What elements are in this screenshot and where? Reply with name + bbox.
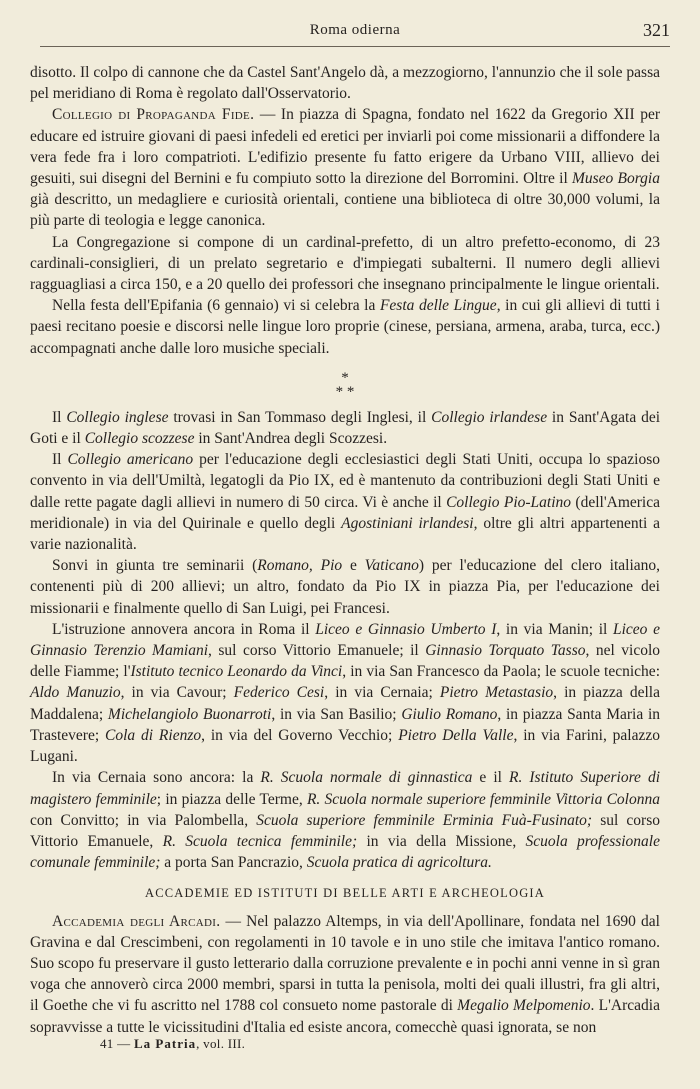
italic-term: Megalio Melpomenio [457,997,591,1015]
text-run: disotto. Il colpo di cannone che da Castel Sant'Angelo dà, a mezzogiorno, l'annunzio che il sole passa pel meridiano di Roma è regolato dall'Osservatorio. [30,64,660,103]
text-run: In via Cernaia sono ancora: la [52,769,261,787]
text-run: sul corso Vittorio Emanuele, [30,811,660,850]
italic-term: Romano, Pio [257,557,343,575]
italic-term: Scuola professionale comunale femminile; [30,832,660,872]
italic-term: Istituto tecnico Leonardo da Vinci [130,663,343,681]
italic-term: Collegio scozzese [84,430,195,448]
text-run: La Congregazione si compone di un cardinal-prefetto, di un altro prefetto-economo, di 23 cardinali-consiglieri, di un prelato segretario e d'impiegati subalterni. Il numero degli allievi ragguagliasi a circa 150, e a 20 quello dei professori che insegnano principalmente le lingue orientali. [30,233,660,294]
italic-term: Festa delle Lingue [379,297,497,315]
text-run: trovasi in San Tommaso degli Inglesi, il [168,408,432,426]
text-run: (dell'America meridionale) in via del Quirinale e quello degli [30,493,660,532]
asterism-divider [30,371,660,399]
italic-term: Aldo Manuzio [30,684,121,702]
italic-term: R. Scuola normale superiore femminile Vittoria Colonna [306,790,660,808]
text-run: , in via Cernaia; [324,684,440,702]
text-run: , in via Manin; il [496,620,613,638]
italic-term: Scuola superiore femminile Erminia Fuà-Fusinato; [256,811,593,829]
text-run: , in piazza della Maddalena; [30,684,660,723]
text-run: , in via del Governo Vecchio; [201,726,399,744]
page-number: 321 [643,20,670,40]
entry-heading: Collegio di Propaganda Fide. [52,106,255,124]
text-run: già descritto, un medagliere e curiosità orientali, contiene una biblioteca di oltre 30,000 volumi, la più parte di teologia e legge canonica. [30,191,660,230]
italic-term: Giulio Romano [401,705,498,723]
paragraph [30,232,660,296]
italic-term: Liceo e Ginnasio Terenzio Mamiani [30,620,660,660]
italic-term: Cola di Rienzo [105,726,202,744]
text-run: — Nel palazzo Altemps, in via dell'Apollinare, fondata nel 1690 dal Gravina e dal Crescimbeni, con regolamenti in 10 tavole e in uno stile che imitava l'antico romano. Suo scopo fu preservare il gusto letterario dalla corruzione prevalente e in pochi anni venne in sì gran voga che annoverò circa 2000 membri, sparsi in tutta la penisola, molti dei quali illustri, fra gli altri, il Goethe che vi fu ascritto nel 1788 col consueto nome pastorale di [30,912,660,1015]
text-run: a porta San Pancrazio, [160,854,307,872]
italic-term: Museo Borgia [571,170,660,188]
paragraph [30,911,660,1038]
paragraph [30,619,660,767]
text-run: , in via Cavour; [120,684,234,702]
text-run: L'istruzione annovera ancora in Roma il [52,620,316,638]
text-run: ) per l'educazione del clero italiano, contenenti più di 200 allievi; un altro, fondato da Pio IX in piazza Pia, per l'educazione dei missionarii e finalmente quello di San Luigi, pei Francesi. [30,557,661,617]
italic-term: Collegio inglese [66,408,169,426]
paragraph [30,62,660,104]
italic-term: Collegio americano [67,451,194,469]
paragraph [30,104,660,231]
italic-term: Pietro Metastasio [439,684,554,702]
paragraph [30,555,660,619]
text-run: in via della Missione, [357,832,526,850]
italic-term: Collegio irlandese [431,408,548,426]
italic-term: Pietro Della Valle [398,726,514,744]
section-heading: ACCADEMIE ED ISTITUTI DI BELLE ARTI E ARCHEOLOGIA [144,886,546,901]
text-run: . L'Arcadia sopravvisse a tutte le vicissitudini d'Italia ed esiste ancora, comecchè quasi ignorata, se non [30,997,660,1036]
text-run: e [342,557,365,575]
text-run: , nel vicolo delle Fiamme; l' [30,642,661,681]
asterism-bottom: * * [335,383,355,400]
italic-term: R. Scuola tecnica femminile; [162,832,358,850]
text-run: , in via San Francesco da Paola; le scuole tecniche: [342,663,660,681]
text-run: Sonvi in giunta tre seminarii ( [52,557,258,575]
paragraph [30,295,660,359]
italic-term: Scuola pratica di agricoltura. [306,854,492,872]
italic-term: R. Istituto Superiore di magistero femminile [30,769,660,808]
text-run: — In piazza di Spagna, fondato nel 1622 da Gregorio XII per educare ed istruire giovani di paesi infedeli ed eretici per inviarli poi come missionarii a diffondere la vera fede fra i loro compatrioti. L'edifizio presente fu fatto erigere da Urbano VIII, allievo dei gesuiti, sui disegni del Bernini e fu compiuto sotto la direzione del Borromini. Oltre il [30,106,660,188]
text-run: , in via San Basilio; [271,705,402,723]
text-run: , sul corso Vittorio Emanuele; il [208,642,426,660]
asterism-top: * [341,369,349,386]
text-run: , oltre gli altri appartenenti a varie nazionalità. [30,514,660,554]
text-run: Nella festa dell'Epifania (6 gennaio) vi si celebra la [52,297,380,315]
text-run: , in piazza Santa Maria in Trastevere; [30,705,661,744]
entry-heading: Accademia degli Arcadi. [52,912,221,930]
page-body [30,62,660,1038]
italic-term: Ginnasio Torquato Tasso [425,642,586,660]
italic-term: R. Scuola normale di ginnastica [260,769,473,787]
running-title: Roma odierna [309,22,401,38]
text-run: per l'educazione degli ecclesiastici degli Stati Uniti, occupa lo spazioso convento in via dell'Umiltà, legatogli da Pio IX, ed è mantenuto da contribuzioni degli Stati Uniti e dalle rette pagate dagli allievi in numero di 50 circa. Vi è anche il [30,451,660,511]
text-run: Il [52,408,67,426]
text-run: , in via Farini, palazzo Lugani. [30,726,660,766]
volume-label: , vol. III. [196,1036,246,1051]
italic-term: Liceo e Ginnasio Umberto I [315,620,497,638]
paragraph [30,449,660,555]
italic-term: Michelangiolo Buonarroti [107,705,272,723]
text-run: e il [472,769,509,787]
text-run: , in cui gli allievi di tutti i paesi recitano poesie e discorsi nelle lingue loro proprie (cinese, persiana, armena, araba, turca, ecc.) accompagnati anche dalle loro musiche speciali. [30,297,660,357]
text-run: in Sant'Agata dei Goti e il [30,408,661,448]
text-run: con Convitto; in via Palombella, [30,811,257,829]
text-run: Il [52,451,68,469]
italic-term: Collegio Pio-Latino [446,493,572,511]
paragraph [30,767,660,873]
page-footer [100,1036,245,1052]
italic-term: Federico Cesi [233,684,325,702]
sheet-signature: 41 — [100,1036,134,1051]
italic-term: Agostiniani irlandesi [341,514,474,532]
paragraph [30,407,660,449]
italic-term: Vaticano [364,557,419,575]
text-run: ; in piazza delle Terme, [156,790,307,808]
work-title: La Patria [134,1036,197,1051]
page-header [40,20,670,47]
text-run: in Sant'Andrea degli Scozzesi. [194,430,388,448]
